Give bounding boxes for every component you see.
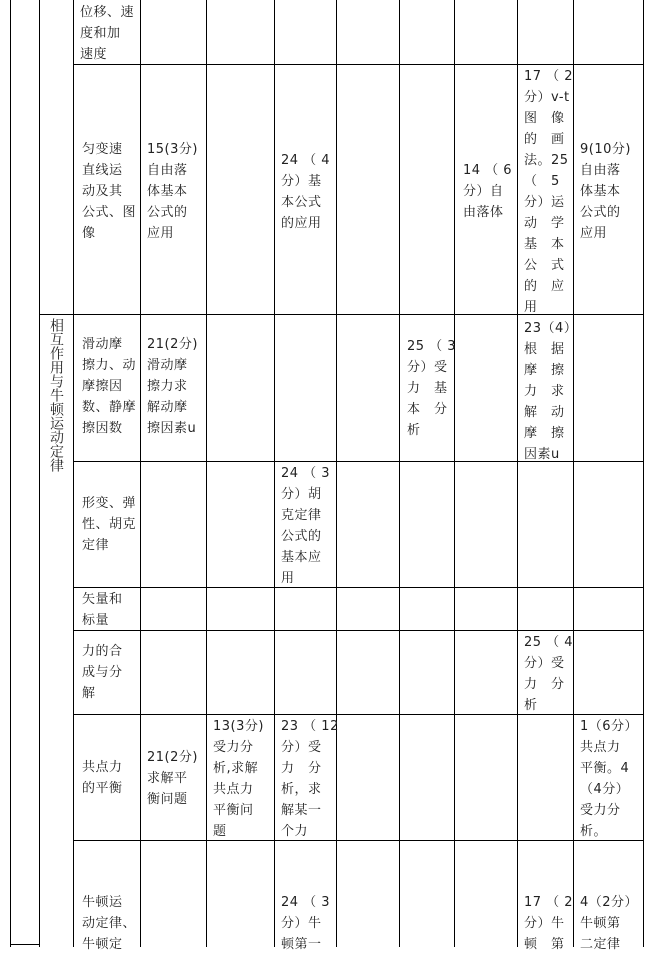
row-line-7 — [73, 840, 644, 841]
table-border-col9 — [517, 0, 518, 947]
table-row-7-cell-7: 4（2分） 牛顿第 二定律 — [580, 895, 639, 952]
table-row-2-cell-4: 25 （ 3 分）受 力 基 本 分 析 — [407, 339, 457, 438]
table-row-6-cell-2: 23 （ 12 分）受 力 分 析，求 解某一 个力 — [281, 719, 339, 839]
table-row-2-topic: 滑动摩 擦力、动 摩擦因 数、静摩 擦因数 — [82, 337, 137, 436]
table-row-6-cell-7: 1（6分） 共点力 平衡。4 （4分） 受力分 析。 — [580, 719, 639, 839]
table-row-1-cell-2: 24 （ 4 分）基 本公式 的应用 — [281, 153, 331, 231]
table-border-left — [10, 0, 11, 947]
table-row-1-cell-6: 17 （ 2 分）v-t 图 像 的 画 法。25 （ 5 分）运 动 学 基 本 公 式 的 应 用 — [524, 69, 574, 315]
table-row-1-cell-0: 15(3分) 自由落 体基本 公式的 应用 — [147, 142, 198, 241]
table-border-col1 — [39, 0, 40, 947]
table-row-7-cell-2: 24 （ 3 分）牛 顿第一 — [281, 895, 331, 952]
row-line-5 — [73, 630, 644, 631]
table-row-4-topic: 矢量和 标量 — [82, 592, 123, 628]
table-border-col8 — [454, 0, 455, 947]
table-bottom-line — [10, 944, 40, 945]
table-border-col2 — [73, 0, 74, 947]
table-row-6-cell-1: 13(3分) 受力分 析,求解 共点力 平衡问 题 — [213, 719, 264, 839]
table-border-col7 — [399, 0, 400, 947]
table-row-3-topic: 形变、弹 性、胡克 定律 — [82, 496, 137, 553]
table-row-7-topic: 牛顿运 动定律、 牛顿定 — [82, 895, 137, 952]
table-row-2-cell-0: 21(2分) 滑动摩 擦力求 解动摩 擦因素u — [147, 337, 198, 436]
table-border-col5 — [274, 0, 275, 947]
table-row-1-cell-5: 14 （ 6 分）自 由落体 — [463, 163, 513, 220]
table-row-0-topic: 位移、速 度和加 速度 — [80, 5, 135, 62]
table-row-5-topic: 力的合 成与分 解 — [82, 644, 123, 701]
row-line-1 — [73, 64, 644, 65]
table-border-right — [643, 0, 644, 947]
row-line-4 — [73, 587, 644, 588]
table-row-7-cell-6: 17 （ 2 分）牛 顿 第 — [524, 895, 574, 952]
table-border-col3 — [140, 0, 141, 947]
table-row-3-cell-2: 24 （ 3 分）胡 克定律 公式的 基本应 用 — [281, 466, 331, 586]
section-title: 相互作用与牛顿运动定律 — [48, 318, 64, 472]
table-row-1-topic: 匀变速 直线运 动及其 公式、图 像 — [82, 142, 137, 241]
table-row-1-cell-7: 9(10分) 自由落 体基本 公式的 应用 — [580, 142, 631, 241]
table-row-6-cell-0: 21(2分) 求解平 衡问题 — [147, 750, 198, 807]
table-border-col4 — [206, 0, 207, 947]
table-row-2-cell-6: 23（4） 根 据 摩 擦 力 求 解 动 摩 擦 因素u — [524, 321, 578, 462]
table-row-6-topic: 共点力 的平衡 — [82, 760, 123, 796]
table-row-5-cell-6: 25 （ 4 分）受 力 分 析 — [524, 635, 574, 713]
table-border-col10 — [573, 0, 574, 947]
